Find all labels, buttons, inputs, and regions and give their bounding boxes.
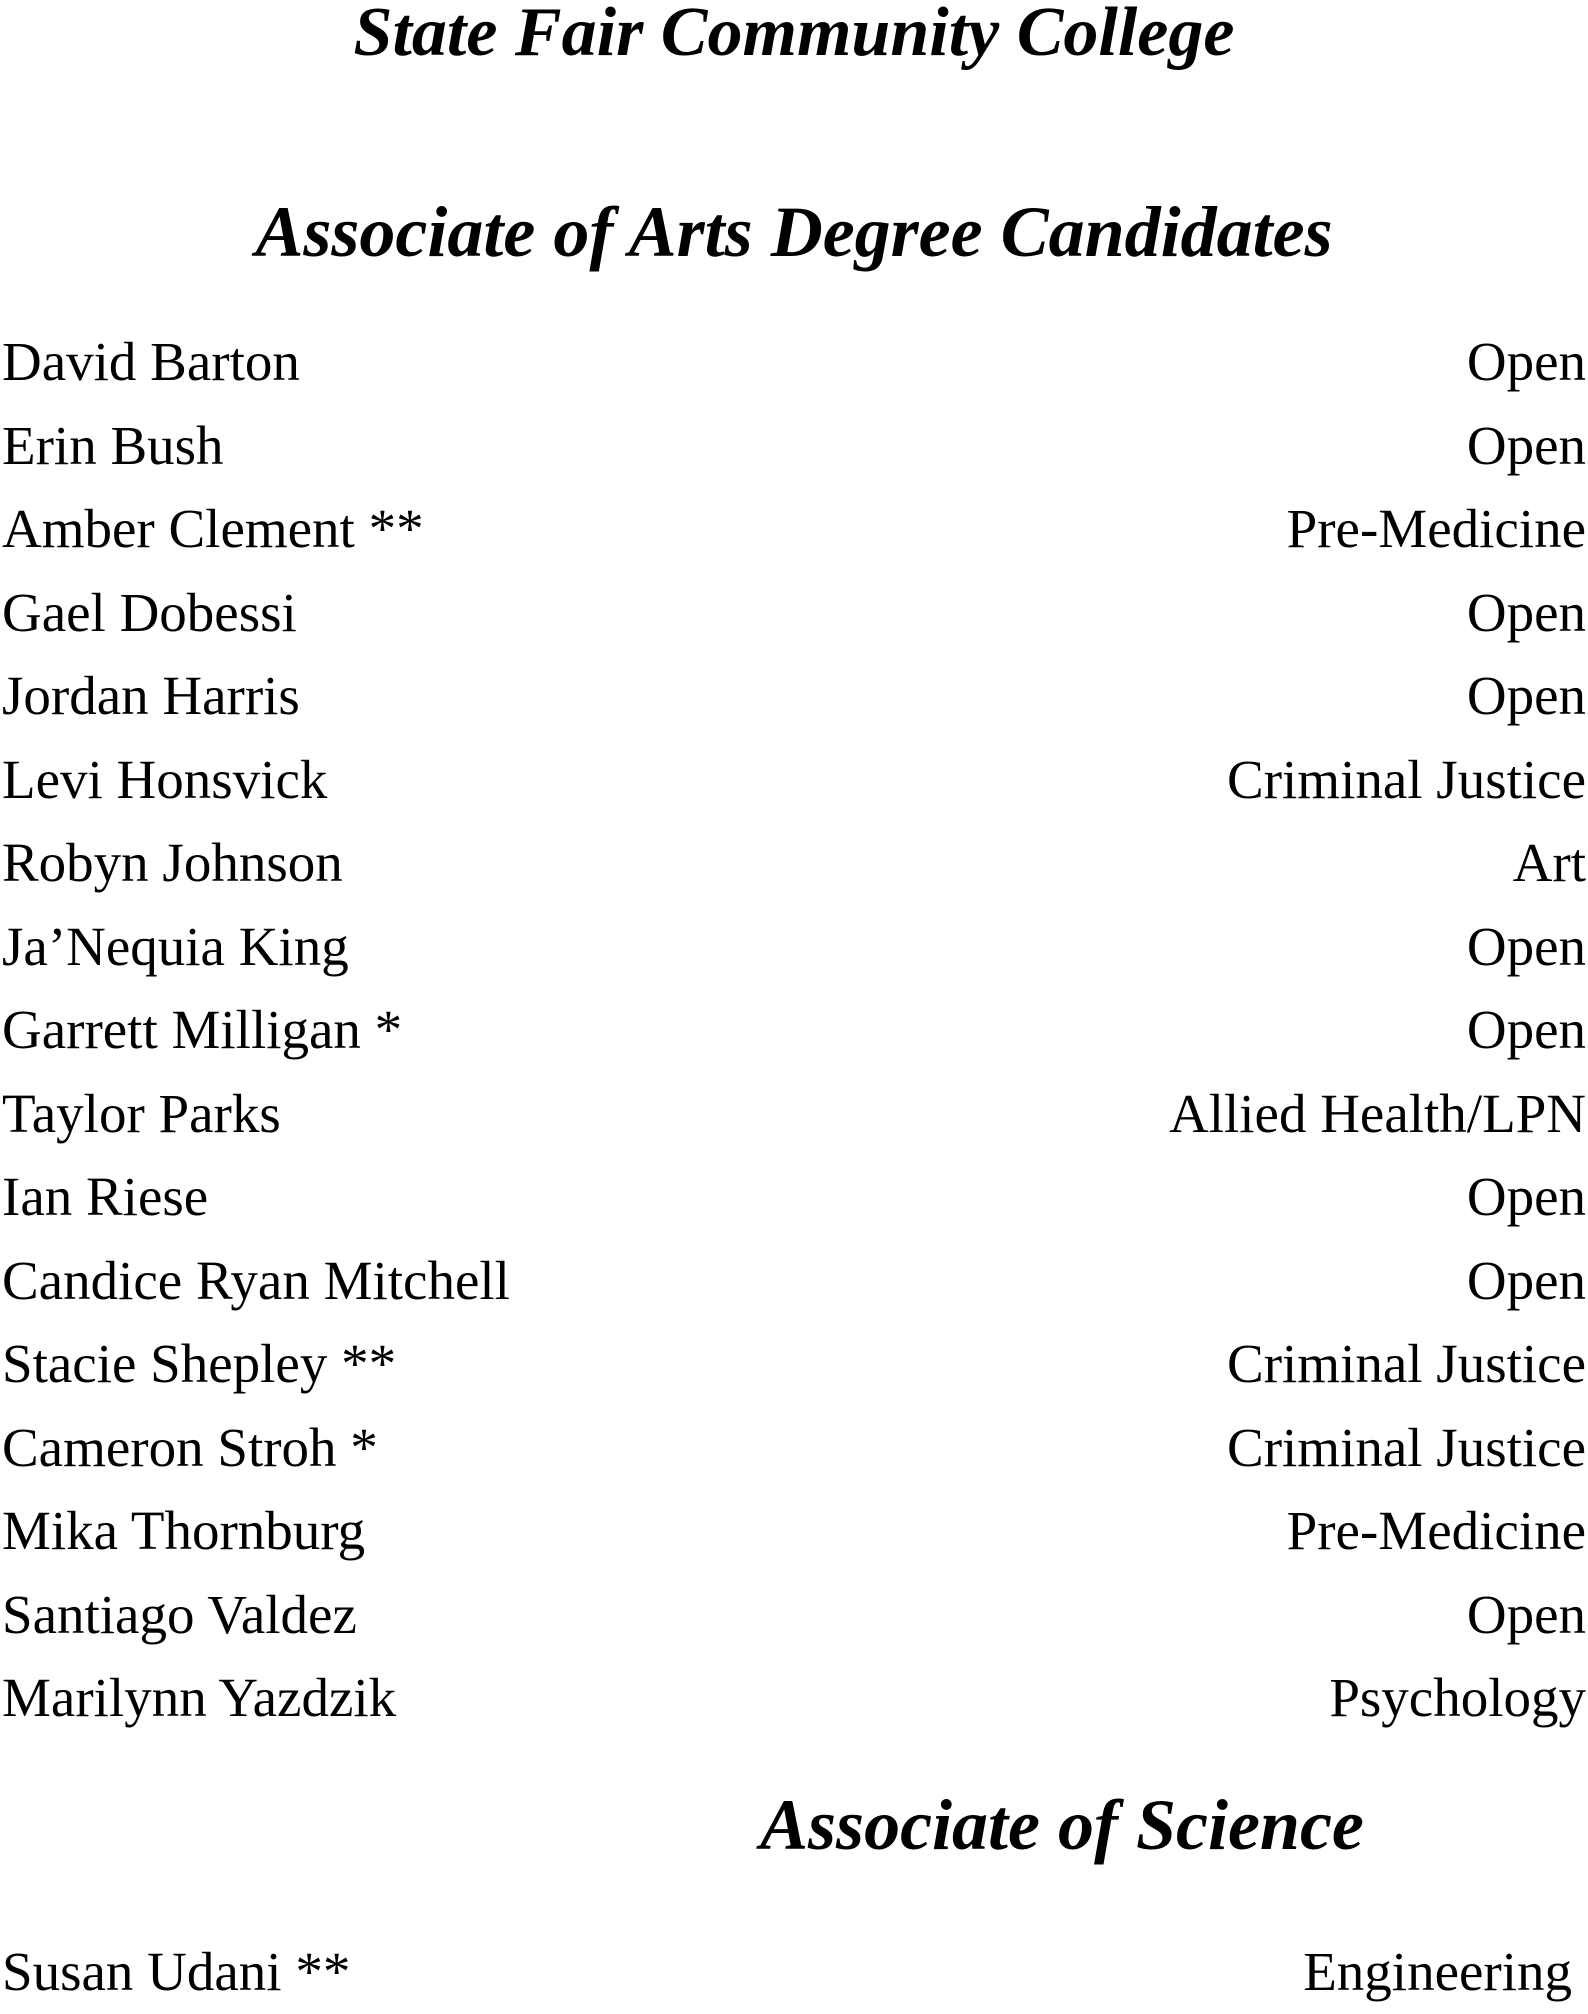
candidate-major: Open: [1466, 999, 1586, 1060]
candidate-name: Erin Bush: [2, 414, 224, 476]
candidate-major: Open: [1466, 414, 1586, 476]
candidate-major: Criminal Justice: [1227, 1416, 1586, 1478]
candidate-major: Pre-Medicine: [1286, 1500, 1586, 1561]
candidate-name: Taylor Parks: [2, 1082, 281, 1144]
candidate-major: Open: [1466, 1249, 1586, 1311]
candidate-name: Cameron Stroh *: [2, 1416, 378, 1478]
candidate-row: [0, 654, 1588, 738]
candidate-row: [0, 1239, 1588, 1323]
candidate-major: Art: [1512, 832, 1586, 893]
candidate-name: Levi Honsvick: [2, 748, 328, 810]
candidate-major: Open: [1466, 331, 1586, 392]
candidate-major: Open: [1466, 665, 1586, 726]
candidate-row: [0, 1489, 1588, 1573]
candidate-major: Open: [1466, 581, 1586, 643]
candidate-row: [0, 1573, 1588, 1657]
associate-of-arts-heading: Associate of Arts Degree Candidates: [255, 192, 1333, 272]
candidate-name: Stacie Shepley **: [2, 1333, 397, 1394]
candidate-row: [0, 905, 1588, 989]
candidate-major: Open: [1466, 915, 1586, 977]
candidate-row: [0, 404, 1588, 488]
candidate-name: Marilynn Yazdzik: [2, 1667, 397, 1728]
candidate-row: [0, 988, 1588, 1072]
candidate-row: [0, 1155, 1588, 1239]
candidate-row: [0, 738, 1588, 822]
candidate-name: Gael Dobessi: [2, 581, 297, 643]
candidate-name: Candice Ryan Mitchell: [2, 1249, 510, 1311]
candidate-name: Santiago Valdez: [2, 1583, 357, 1645]
candidate-name: Robyn Johnson: [2, 832, 343, 893]
candidate-row: [0, 1322, 1588, 1406]
associate-of-science-roster: [0, 1930, 1588, 2014]
candidate-name: Ja’Nequia King: [2, 915, 349, 977]
associate-of-arts-roster: [0, 320, 1588, 1740]
candidate-row: [0, 1072, 1588, 1156]
associate-of-science-heading: Associate of Science: [760, 1785, 1364, 1865]
candidate-row: [0, 571, 1588, 655]
candidate-row: [0, 320, 1588, 404]
candidate-row: [0, 1656, 1588, 1740]
candidate-name: Ian Riese: [2, 1166, 209, 1227]
candidate-major: Psychology: [1329, 1667, 1586, 1728]
candidate-major: Open: [1466, 1166, 1586, 1227]
document-title: State Fair Community College: [353, 0, 1235, 71]
candidate-name: Susan Udani **: [2, 1941, 351, 2002]
candidate-name: Mika Thornburg: [2, 1500, 366, 1561]
candidate-major: Pre-Medicine: [1286, 498, 1586, 559]
candidate-name: Garrett Milligan *: [2, 999, 403, 1060]
candidate-row: [0, 487, 1588, 571]
candidate-major: Open: [1466, 1583, 1586, 1645]
candidate-row: [0, 821, 1588, 905]
candidate-major: Criminal Justice: [1227, 748, 1586, 810]
candidate-major: Engineering: [1303, 1941, 1572, 2002]
candidate-row: [0, 1406, 1588, 1490]
candidate-row: [0, 1930, 1588, 2014]
candidate-name: Amber Clement **: [2, 498, 424, 559]
candidate-major: Allied Health/LPN: [1168, 1082, 1586, 1144]
candidate-major: Criminal Justice: [1227, 1333, 1586, 1394]
candidate-name: David Barton: [2, 331, 300, 392]
candidate-name: Jordan Harris: [2, 665, 300, 726]
